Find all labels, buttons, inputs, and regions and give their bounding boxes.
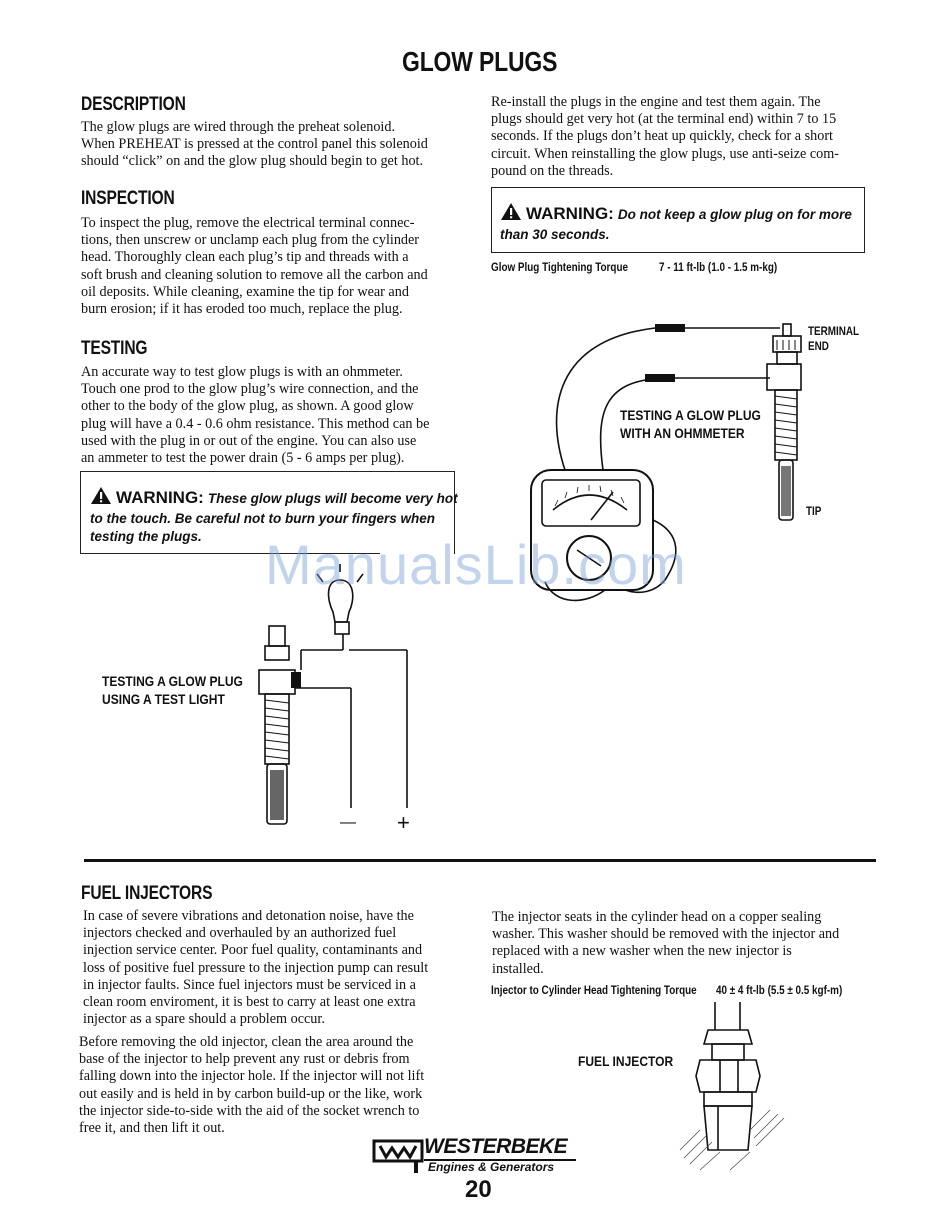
text-line: Re-install the plugs in the engine and test them again. The [491, 94, 821, 110]
text-line: clean room enviroment, it is best to carry at least one extra [83, 994, 416, 1011]
text-line: pound on the threads. [491, 162, 614, 179]
text-line: installed. [492, 960, 544, 977]
label-line: TERMINAL [808, 326, 860, 338]
text-line: The glow plugs are wired through the preheat solenoid. [81, 119, 396, 135]
section-divider [84, 859, 876, 862]
injector-torque-label: Injector to Cylinder Head Tightening Torque [491, 985, 697, 997]
fuel-injectors-heading: FUEL INJECTORS [81, 883, 213, 904]
warning-box-30s [491, 187, 865, 253]
warning-label: WARNING: [116, 488, 204, 507]
text-line: oil deposits. While cleaning, examine the tip for wear and [81, 283, 409, 300]
text-line: injection service center. Poor fuel quality, contaminants and [83, 942, 423, 959]
inspection-text [81, 215, 471, 318]
warning-text-line: than 30 seconds. [500, 227, 610, 242]
text-line: the injector side-to-side with the aid of the socket wrench to [79, 1102, 420, 1119]
warning-text: Do not keep a glow plug on for more [617, 207, 852, 222]
description-text [81, 119, 471, 171]
text-line: head. Thoroughly clean each plug’s tip and threads with a [81, 249, 409, 266]
text-line: used with the plug in or out of the engine. You can also use [81, 432, 417, 449]
test-light-illustration [255, 560, 425, 830]
text-line: loss of positive fuel pressure to the injection pump can result [83, 959, 429, 976]
brand-tagline: Engines & Generators [428, 1160, 555, 1174]
fuel-injector-illustration [660, 1000, 790, 1180]
text-line: When PREHEAT is pressed at the control panel this solenoid [81, 136, 428, 153]
warning-text-line: to the touch. Be careful not to burn your fingers when [90, 511, 436, 526]
text-line: seconds. If the plugs don’t heat up quickly, check for a short [491, 128, 833, 145]
text-line: should “click” on and the glow plug should begin to get hot. [81, 153, 424, 170]
fuel-injectors-para2 [79, 1034, 469, 1137]
text-line: washer. This washer should be removed with the injector and [492, 926, 840, 943]
text-line: falling down into the injector hole. If the injector will not lift [79, 1068, 425, 1085]
warning-text-line: testing the plugs. [90, 529, 202, 544]
text-line: The injector seats in the cylinder head on a copper sealing [492, 909, 822, 925]
westerbeke-mark-icon [372, 1137, 424, 1173]
text-line: circuit. When reinstalling the glow plugs, use anti-seize com- [491, 145, 840, 162]
caption-line: WITH AN OHMMETER [620, 425, 745, 441]
label-line: END [808, 341, 829, 353]
glow-plug-torque-label: Glow Plug Tightening Torque [491, 262, 628, 274]
inspection-heading: INSPECTION [81, 188, 175, 209]
text-line: other to the body of the glow plug, as shown. A good glow [81, 398, 414, 415]
text-line: soft brush and cleaning solution to remove all the carbon and [81, 266, 428, 283]
text-line: burn erosion; if it has eroded too much, replace the plug. [81, 301, 403, 318]
description-heading: DESCRIPTION [81, 94, 186, 115]
tip-label: TIP [806, 506, 822, 518]
text-line: plug will have a 0.4 - 0.6 ohm resistance. This method can be [81, 415, 430, 432]
text-line: in injector faults. Since fuel injectors must be serviced in a [83, 976, 416, 993]
text-line: In case of severe vibrations and detonation noise, have the [83, 908, 414, 924]
fuel-injectors-para3 [492, 909, 882, 978]
page-title: GLOW PLUGS [402, 46, 558, 77]
text-line: base of the injector to help prevent any rust or debris from [79, 1051, 410, 1068]
text-line: injectors checked and overhauled by an authorized fuel [83, 925, 397, 942]
caption-line: TESTING A GLOW PLUG [102, 673, 243, 689]
caption-line: USING A TEST LIGHT [102, 691, 225, 707]
minus-terminal: — [340, 814, 356, 831]
text-line: free it, and then lift it out. [79, 1120, 225, 1137]
plus-terminal: + [397, 810, 410, 835]
warning-triangle-icon [500, 202, 522, 221]
text-line: To inspect the plug, remove the electrical terminal connec- [81, 215, 415, 231]
warning-triangle-icon [90, 486, 112, 505]
text-line: injector as a spare should a problem occur. [83, 1011, 325, 1028]
reinstall-text [491, 94, 881, 180]
warning-label: WARNING: [526, 204, 614, 223]
fuel-injectors-para1 [83, 908, 473, 1028]
brand-logo [372, 1137, 577, 1177]
text-line: out easily and is held in by carbon build-up or the like, work [79, 1085, 423, 1102]
page-number: 20 [465, 1176, 492, 1203]
testing-text [81, 364, 471, 467]
testing-heading: TESTING [81, 338, 148, 359]
text-line: Touch one prod to the glow plug’s wire connection, and the [81, 381, 419, 398]
terminal-end-label [808, 325, 859, 355]
text-line: an ammeter to test the power drain (5 - 6 amps per plug). [81, 450, 405, 467]
ohmmeter-caption [620, 406, 761, 442]
injector-torque-value: 40 ± 4 ft-lb (5.5 ± 0.5 kgf-m) [716, 985, 843, 997]
fuel-injector-caption: FUEL INJECTOR [578, 1053, 674, 1069]
text-line: Before removing the old injector, clean the area around the [79, 1034, 414, 1050]
text-line: tions, then unscrew or unclamp each plug from the cylinder [81, 232, 420, 249]
warning-text: These glow plugs will become very hot [207, 491, 458, 506]
glow-plug-torque-value: 7 - 11 ft-lb (1.0 - 1.5 m-kg) [659, 262, 778, 274]
test-light-caption [102, 672, 243, 708]
caption-line: TESTING A GLOW PLUG [620, 407, 761, 423]
text-line: An accurate way to test glow plugs is with an ohmmeter. [81, 364, 403, 380]
watermark: ManualsLib.com [265, 533, 687, 596]
brand-name: WESTERBEKE [424, 1135, 568, 1158]
text-line: replaced with a new washer when the new injector is [492, 943, 792, 960]
text-line: plugs should get very hot (at the terminal end) within 7 to 15 [491, 111, 837, 128]
